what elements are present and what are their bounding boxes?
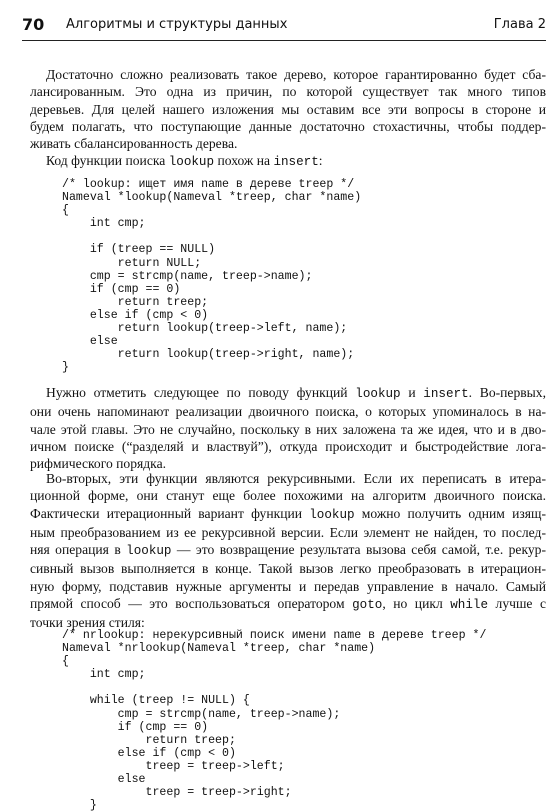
text-line: Достаточно сложно реализовать такое дерево, которое гарантированно будет сба- bbox=[46, 67, 546, 82]
code-line: return lookup(treep->right, name); bbox=[62, 348, 355, 362]
paragraph-lookup-intro bbox=[30, 152, 546, 171]
text-line: ным преобразованием из ее рекурсивной версии. Если элемент не найден, то послед- bbox=[30, 524, 546, 540]
code-line: if (treep == NULL) bbox=[62, 243, 216, 257]
text: Код функции поиска bbox=[46, 153, 169, 168]
code-term: goto bbox=[352, 598, 383, 613]
text-line: ичном поиске (“разделяй и властвуй”), откуда происходит и быстродействие лога- bbox=[30, 438, 546, 454]
text: Нужно отметить следующее по поводу функций bbox=[46, 385, 356, 400]
code-line: return NULL; bbox=[62, 256, 202, 270]
chapter-label: Глава 2 bbox=[493, 17, 546, 32]
text: лучше с bbox=[488, 596, 547, 612]
text: — это возвращение результата вызова себя самой, т.е. рекур- bbox=[171, 542, 546, 558]
text: , но цикл bbox=[382, 596, 451, 612]
text-line: чале этой главы. Это не случайно, поскольку в них заложена та же идея, что и в дво- bbox=[30, 421, 546, 437]
text: няя операция в bbox=[30, 542, 127, 558]
text-line bbox=[30, 505, 546, 524]
code-line: /* nrlookup: нерекурсивный поиск имени name в дереве treep */ bbox=[62, 629, 487, 642]
text-line: точки зрения стиля: bbox=[30, 615, 145, 631]
code-line: else if (cmp < 0) bbox=[62, 308, 209, 322]
text-line: ную форму, подставив нужные аргументы и передав управление в начало. Самый bbox=[30, 578, 546, 594]
text-line: ционной форме, они станут еще более похожими на алгоритм двоичного поиска. bbox=[30, 488, 546, 504]
code-line: { bbox=[62, 655, 69, 669]
book-title: Алгоритмы и структуры данных bbox=[66, 17, 288, 32]
text: и bbox=[400, 385, 424, 400]
text: : bbox=[318, 153, 323, 168]
code-line: } bbox=[62, 799, 97, 812]
paragraph-lookup-notes bbox=[30, 384, 546, 472]
code-line: treep = treep->right; bbox=[62, 786, 292, 800]
code-line: else if (cmp < 0) bbox=[62, 746, 236, 760]
code-line: while (treep != NULL) { bbox=[62, 694, 250, 708]
text-line bbox=[30, 541, 546, 560]
code-line: int cmp; bbox=[62, 217, 146, 231]
code-line: { bbox=[62, 204, 69, 218]
code-term: insert bbox=[273, 155, 319, 169]
text-line: лансированным. Это одна из причин, по которой существует так много типов bbox=[30, 84, 546, 100]
code-line: if (cmp == 0) bbox=[62, 720, 209, 734]
code-line: else bbox=[62, 773, 146, 787]
header-rule bbox=[22, 40, 546, 41]
code-listing-nrlookup bbox=[62, 629, 486, 812]
code-line: cmp = strcmp(name, treep->name); bbox=[62, 269, 313, 283]
code-term: while bbox=[450, 598, 489, 613]
paragraph-recursion bbox=[30, 470, 546, 632]
text-line bbox=[30, 384, 546, 403]
code-line: if (cmp == 0) bbox=[62, 282, 181, 296]
text: можно получить одним изящ- bbox=[354, 505, 546, 521]
code-line: else bbox=[62, 335, 118, 349]
code-term: lookup bbox=[126, 544, 172, 559]
code-line: int cmp; bbox=[62, 668, 146, 682]
code-term: lookup bbox=[355, 387, 401, 401]
text: . Во-первых, bbox=[468, 385, 546, 400]
text-line: сивный вызов выполняется в конце. Такой вызов легко преобразовать в итерацион- bbox=[30, 561, 546, 577]
code-line: return treep; bbox=[62, 295, 209, 309]
code-term: lookup bbox=[309, 507, 355, 522]
code-line: /* lookup: ищет имя name в дереве treep */ bbox=[62, 178, 355, 191]
code-line: Nameval *lookup(Nameval *treep, char *name) bbox=[62, 191, 362, 205]
code-line: Nameval *nrlookup(Nameval *treep, char *name) bbox=[62, 642, 376, 656]
text-line: Во-вторых, эти функции являются рекурсивными. Если их переписать в итера- bbox=[46, 471, 546, 486]
code-term: insert bbox=[423, 387, 469, 401]
text: похож на bbox=[214, 153, 274, 168]
text: прямой способ — это воспользоваться оператором bbox=[30, 596, 353, 612]
text: Фактически итерационный вариант функции bbox=[30, 505, 310, 521]
code-listing-lookup bbox=[62, 178, 361, 374]
paragraph-balanced-tree bbox=[30, 66, 546, 152]
code-line: return lookup(treep->left, name); bbox=[62, 322, 348, 336]
page-number: 70 bbox=[22, 15, 45, 34]
text-line: живать сбалансированность дерева. bbox=[30, 136, 238, 152]
code-line: cmp = strcmp(name, treep->name); bbox=[62, 707, 341, 721]
code-line: return treep; bbox=[62, 733, 236, 747]
code-line: } bbox=[62, 361, 69, 375]
text-line: рифмического порядка. bbox=[30, 456, 167, 472]
text-line bbox=[30, 152, 546, 171]
text-line: они очень напоминают реализации двоичного поиска, о которых упоминалось в на- bbox=[30, 404, 546, 420]
code-line: treep = treep->left; bbox=[62, 759, 285, 773]
text-line: будем полагать, что поступающие данные достаточно стохастичны, чтобы поддер- bbox=[30, 118, 546, 134]
running-header bbox=[22, 14, 546, 36]
text-line: деревьев. Для целей нашего изложения мы оставим все эти вопросы в стороне и bbox=[30, 101, 546, 117]
text-line bbox=[30, 595, 546, 614]
code-term: lookup bbox=[168, 155, 215, 169]
